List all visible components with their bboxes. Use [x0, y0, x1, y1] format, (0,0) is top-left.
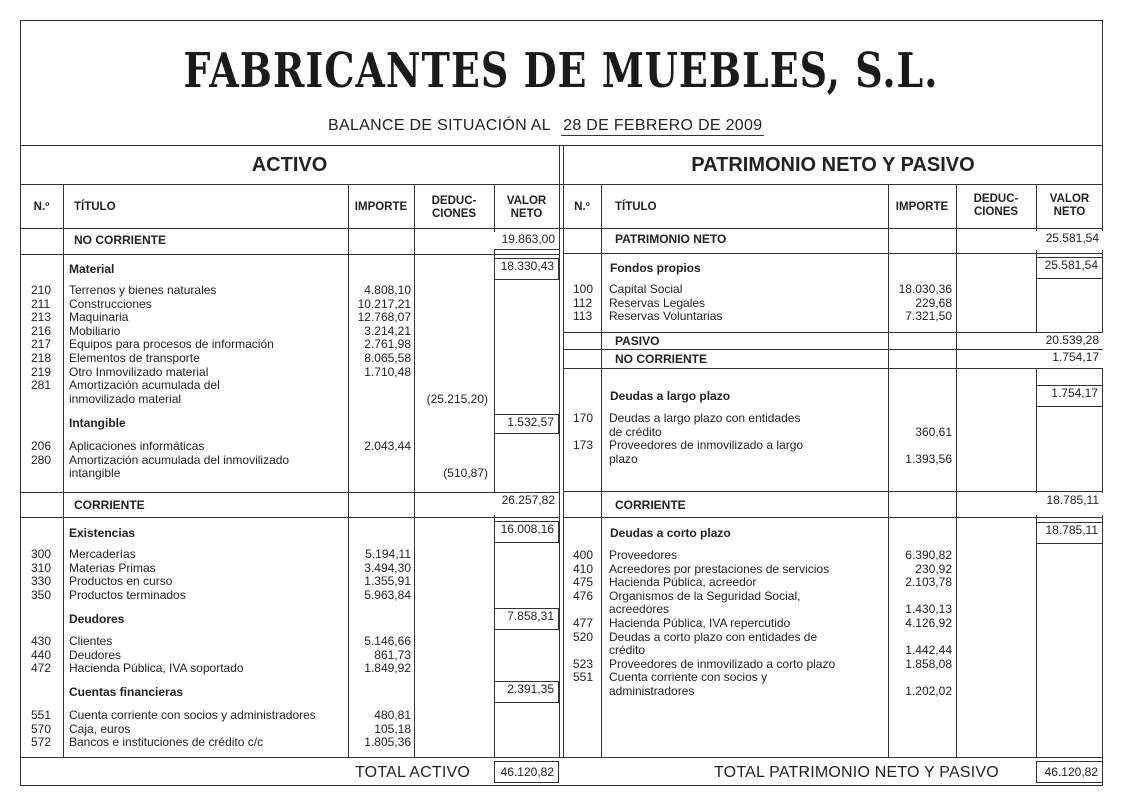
- account-title: Mobiliario: [69, 323, 121, 338]
- activo-header-num: N.º: [33, 201, 50, 213]
- account-title: Organismos de la Seguridad Social,: [609, 588, 801, 603]
- activo-no-corriente-label: NO CORRIENTE: [74, 233, 167, 247]
- financieras-value: 2.391,35: [494, 681, 559, 703]
- account-importe: 4.808,10: [364, 283, 411, 297]
- account-title: Proveedores: [609, 548, 678, 562]
- account-importe: 1.849,92: [364, 661, 411, 676]
- account-importe: 10.217,21: [357, 296, 411, 311]
- account-number: 216: [31, 323, 52, 338]
- account-importe: 2.761,98: [364, 337, 411, 352]
- deudores-value: 7.858,31: [494, 608, 559, 630]
- account-title: de crédito: [609, 424, 662, 439]
- pasivo-rule-1: [563, 332, 1103, 333]
- account-title: Terrenos y bienes naturales: [69, 283, 217, 297]
- account-importe: 3.214,21: [364, 323, 411, 338]
- account-title: Deudas a largo plazo con entidades: [609, 411, 801, 425]
- pasivo-no-corriente-label: NO CORRIENTE: [615, 352, 708, 366]
- account-deduccion: (510,87): [443, 466, 488, 481]
- activo-header-deducciones: DEDUC- CIONES: [431, 195, 477, 220]
- activo-header-valor-neto: VALOR NETO: [506, 195, 547, 220]
- account-importe: 1.805,36: [364, 735, 411, 750]
- account-importe: 861,73: [374, 647, 411, 662]
- account-importe: 6.390,82: [905, 548, 952, 562]
- account-title: crédito: [609, 643, 646, 658]
- activo-corr-top: [20, 492, 559, 493]
- account-title: Reservas Voluntarias: [609, 309, 723, 324]
- pasivo-col-num: [601, 184, 602, 757]
- total-pasivo-value: 46.120,82: [1036, 761, 1103, 783]
- account-title: Bancos e instituciones de crédito c/c: [69, 735, 264, 750]
- account-number: 523: [573, 656, 594, 671]
- activo-corriente-label: CORRIENTE: [74, 498, 145, 512]
- account-number: 476: [573, 588, 594, 603]
- deudas-lp-value: 1.754,17: [1036, 385, 1103, 407]
- account-importe: 105,18: [374, 721, 411, 736]
- account-title: acreedores: [609, 602, 670, 617]
- account-number: 219: [31, 364, 52, 379]
- pasivo-header-importe: IMPORTE: [895, 201, 949, 213]
- patrimonio-neto-label: PATRIMONIO NETO: [615, 232, 727, 246]
- account-number: 551: [31, 708, 52, 722]
- account-title: intangible: [69, 466, 121, 481]
- middle-divider-a: [559, 145, 560, 757]
- pasivo-col-deduc: [956, 184, 957, 757]
- account-importe: 229,68: [915, 295, 952, 310]
- account-number: 206: [31, 439, 52, 453]
- account-number: 170: [573, 411, 594, 425]
- existencias-value: 16.008,16: [494, 521, 559, 543]
- account-number: 472: [31, 661, 52, 676]
- deudores-label: Deudores: [69, 612, 125, 626]
- pasivo-corriente-label: CORRIENTE: [615, 498, 686, 512]
- activo-header-titulo: TÍTULO: [74, 201, 116, 213]
- account-title: Hacienda Pública, IVA repercutido: [609, 616, 791, 630]
- deudas-cp-label: Deudas a corto plazo: [610, 526, 731, 540]
- pasivo-header-titulo: TÍTULO: [615, 201, 657, 213]
- account-number: 572: [31, 735, 52, 750]
- account-title: Proveedores de inmovilizado a largo: [609, 438, 804, 453]
- account-title: Materias Primas: [69, 560, 156, 575]
- account-importe: 5.146,66: [364, 634, 411, 648]
- account-title: Elementos de transporte: [69, 351, 200, 365]
- account-title: Construcciones: [69, 296, 152, 311]
- account-importe: 1.393,56: [905, 451, 952, 466]
- pasivo-no-corriente-value: 1.754,17: [1036, 350, 1103, 368]
- colheader-rule: [20, 228, 1103, 229]
- account-number: 281: [31, 378, 52, 393]
- account-number: 213: [31, 310, 52, 325]
- account-importe: 1.202,02: [905, 684, 952, 698]
- account-number: 211: [31, 296, 51, 311]
- account-title: Cuenta corriente con socios y administradores: [69, 708, 316, 722]
- account-number: 100: [573, 282, 594, 296]
- account-importe: 1.858,08: [905, 656, 952, 671]
- account-number: 410: [573, 561, 594, 576]
- financieras-label: Cuentas financieras: [69, 685, 184, 699]
- pasivo-header-valor-neto: VALOR NETO: [1049, 193, 1090, 218]
- account-importe: 5.963,84: [364, 587, 411, 602]
- deudas-lp-label: Deudas a largo plazo: [610, 389, 731, 403]
- activo-no-corriente-value: 19.863,00: [494, 232, 559, 250]
- account-title: Aplicaciones informáticas: [69, 439, 205, 453]
- account-importe: 4.126,92: [905, 616, 952, 630]
- account-importe: 1.442,44: [905, 643, 952, 658]
- existencias-label: Existencias: [69, 526, 136, 540]
- account-title: Maquinaria: [69, 310, 129, 325]
- account-importe: 18.030,36: [898, 282, 952, 296]
- pasivo-label: PASIVO: [615, 334, 660, 348]
- account-number: 440: [31, 647, 52, 662]
- pasivo-corr-bottom: [563, 517, 1103, 518]
- account-title: Hacienda Pública, acreedor: [609, 575, 757, 590]
- account-title: Mercaderías: [69, 547, 136, 561]
- account-number: 330: [31, 574, 52, 589]
- intangible-label: Intangible: [69, 416, 126, 430]
- account-title: Reservas Legales: [609, 295, 706, 310]
- account-title: Amortización acumulada del: [69, 378, 220, 393]
- account-title: Deudores: [69, 647, 122, 662]
- account-number: 400: [573, 548, 594, 562]
- account-importe: 480,81: [374, 708, 411, 722]
- account-importe: 8.065,58: [364, 351, 411, 365]
- account-title: Capital Social: [609, 282, 683, 296]
- account-number: 217: [31, 337, 52, 352]
- account-title: Deudas a corto plazo con entidades de: [609, 629, 818, 644]
- account-importe: 360,61: [915, 424, 952, 439]
- patrimonio-neto-value: 25.581,54: [1036, 231, 1103, 250]
- pasivo-rule-2: [563, 349, 1103, 350]
- bottom-rule: [20, 757, 1103, 758]
- account-number: 280: [31, 452, 52, 467]
- account-number: 112: [573, 295, 593, 310]
- material-value: 18.330,43: [494, 258, 559, 280]
- account-importe: 2.103,78: [905, 575, 952, 590]
- account-number: 520: [573, 629, 594, 644]
- account-importe: 7.321,50: [905, 309, 952, 324]
- account-number: 430: [31, 634, 52, 648]
- balance-subtitle: [328, 117, 764, 136]
- account-title: Hacienda Pública, IVA soportado: [69, 661, 244, 676]
- account-number: 218: [31, 351, 52, 365]
- section-rule: [20, 184, 1103, 185]
- pasivo-rule-3: [563, 368, 1103, 369]
- account-importe: 3.494,30: [364, 560, 411, 575]
- pasivo-value: 20.539,28: [1036, 333, 1103, 349]
- account-number: 300: [31, 547, 52, 561]
- account-title: Productos terminados: [69, 587, 186, 602]
- account-number: 210: [31, 283, 52, 297]
- activo-corriente-value: 26.257,82: [494, 493, 559, 515]
- account-title: Proveedores de inmovilizado a corto plazo: [609, 656, 836, 671]
- total-activo-label: TOTAL ACTIVO: [355, 764, 471, 781]
- material-label: Material: [69, 262, 115, 276]
- account-title: Clientes: [69, 634, 113, 648]
- intangible-value: 1.532,57: [494, 414, 559, 434]
- subtitle-date: 28 DE FEBRERO DE 2009: [563, 117, 763, 134]
- account-title: Caja, euros: [69, 721, 131, 736]
- activo-corr-bottom: [20, 517, 559, 518]
- account-title: Cuenta corriente con socios y: [609, 670, 768, 685]
- deudas-cp-value: 18.785,11: [1036, 522, 1103, 544]
- account-importe: 5.194,11: [365, 547, 411, 561]
- account-importe: 1.430,13: [905, 602, 952, 617]
- account-number: 173: [573, 438, 594, 453]
- account-importe: 1.355,91: [364, 574, 411, 589]
- account-number: 570: [31, 721, 52, 736]
- subtitle-prefix: BALANCE DE SITUACIÓN AL: [328, 117, 551, 134]
- header-top-rule: [20, 145, 1103, 146]
- account-number: 113: [573, 309, 593, 324]
- account-title: Acreedores por prestaciones de servicios: [609, 561, 830, 576]
- activo-header-importe: IMPORTE: [354, 201, 408, 213]
- account-title: plazo: [609, 451, 638, 466]
- fondos-propios-label: Fondos propios: [610, 261, 701, 275]
- pasivo-corr-top: [563, 491, 1103, 492]
- account-deduccion: (25.215,20): [426, 391, 488, 406]
- activo-title: ACTIVO: [251, 154, 328, 176]
- activo-col-num: [63, 184, 64, 757]
- account-importe: 230,92: [915, 561, 952, 576]
- account-importe: 2.043,44: [364, 439, 411, 453]
- total-pasivo-label: TOTAL PATRIMONIO NETO Y PASIVO: [714, 764, 999, 781]
- pasivo-header-deducciones: DEDUC- CIONES: [973, 193, 1019, 218]
- pasivo-corriente-value: 18.785,11: [1036, 493, 1103, 515]
- account-importe: 1.710,48: [364, 364, 411, 379]
- account-number: 551: [573, 670, 594, 685]
- account-title: Equipos para procesos de información: [69, 337, 274, 352]
- account-number: 350: [31, 587, 52, 602]
- pasivo-pn-rule: [563, 253, 1103, 254]
- account-title: inmovilizado material: [69, 391, 182, 406]
- account-number: 475: [573, 575, 594, 590]
- company-name: FABRICANTES DE MUEBLES, S.L.: [183, 42, 939, 99]
- pasivo-header-num: N.º: [574, 201, 590, 213]
- middle-divider-b: [563, 145, 564, 757]
- total-activo-value: 46.120,82: [494, 761, 559, 783]
- activo-nc-rule: [20, 254, 559, 255]
- account-title: Amortización acumulada del inmovilizado: [69, 452, 290, 467]
- account-title: Otro Inmovilizado material: [69, 364, 209, 379]
- account-number: 310: [31, 560, 52, 575]
- account-importe: 12.768,07: [357, 310, 411, 325]
- account-title: administradores: [609, 684, 695, 698]
- pasivo-title: PATRIMONIO NETO Y PASIVO: [691, 154, 975, 176]
- fondos-propios-value: 25.581,54: [1036, 257, 1103, 279]
- account-title: Productos en curso: [69, 574, 173, 589]
- account-number: 477: [573, 616, 594, 630]
